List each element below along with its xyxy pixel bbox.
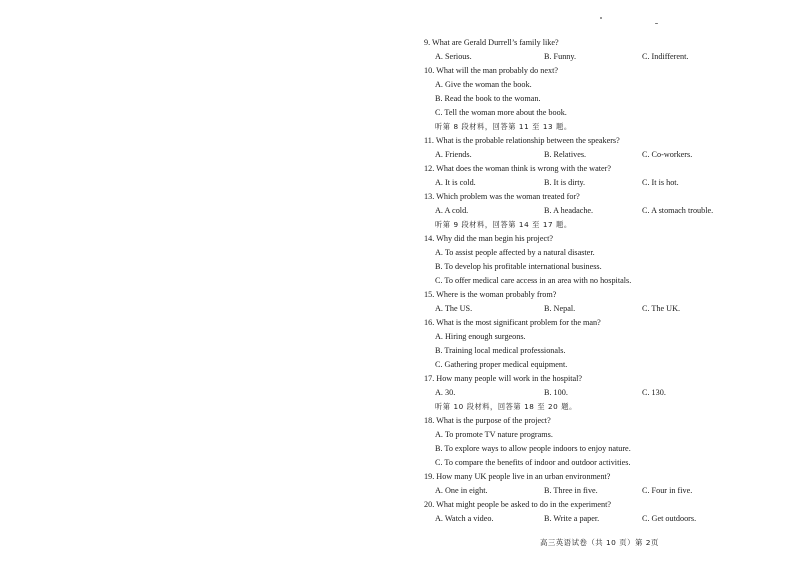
question-text: 10. What will the man probably do next? [424, 66, 559, 75]
option-c: C. Four in five. [642, 486, 693, 495]
option-a: A. Serious. [435, 52, 472, 61]
option-b: B. It is dirty. [544, 178, 586, 187]
option-text: A. To promote TV nature programs. [435, 430, 553, 439]
option-a: A. Friends. [435, 150, 472, 159]
section-instruction: 听第 8 段材料，回答第 11 至 13 题。 [435, 122, 572, 131]
question-text: 18. What is the purpose of the project? [424, 416, 551, 425]
page-footer: 高三英语试卷（共 10 页）第 2页 [540, 538, 659, 547]
options-row [424, 50, 794, 64]
option-text: A. To assist people affected by a natural disaster. [435, 248, 595, 257]
option-text: B. To develop his profitable international business. [435, 262, 602, 271]
options-row [424, 484, 794, 498]
question-text: 20. What might people be asked to do in the experiment? [424, 500, 611, 509]
option-c: C. Indifferent. [642, 52, 689, 61]
option-c: C. It is hot. [642, 178, 679, 187]
option-text: B. Training local medical professionals. [435, 346, 566, 355]
option-text: C. Tell the woman more about the book. [435, 108, 567, 117]
option-text: C. To compare the benefits of indoor and outdoor activities. [435, 458, 631, 467]
option-b: B. Relatives. [544, 150, 587, 159]
section-instruction: 听第 9 段材料，回答第 14 至 17 题。 [435, 220, 572, 229]
option-text: B. To explore ways to allow people indoors to enjoy nature. [435, 444, 631, 453]
option-b: B. Write a paper. [544, 514, 600, 523]
option-a: A. Watch a video. [435, 514, 494, 523]
options-row [424, 386, 794, 400]
option-a: A. It is cold. [435, 178, 476, 187]
question-text: 11. What is the probable relationship between the speakers? [424, 136, 620, 145]
options-row [424, 148, 794, 162]
question-text: 13. Which problem was the woman treated for? [424, 192, 580, 201]
scan-speck [655, 23, 658, 24]
options-row [424, 204, 794, 218]
question-list [424, 36, 794, 526]
option-a: A. One in eight. [435, 486, 488, 495]
option-text: A. Hiring enough surgeons. [435, 332, 526, 341]
question-text: 12. What does the woman think is wrong with the water? [424, 164, 611, 173]
question-text: 19. How many UK people live in an urban environment? [424, 472, 611, 481]
options-row [424, 176, 794, 190]
option-text: A. Give the woman the book. [435, 80, 532, 89]
question-text: 9. What are Gerald Durrell’s family like? [424, 38, 559, 47]
option-a: A. 30. [435, 388, 456, 397]
question-text: 15. Where is the woman probably from? [424, 290, 557, 299]
section-instruction: 听第 10 段材料，回答第 18 至 20 题。 [435, 402, 577, 411]
option-c: C. Get outdoors. [642, 514, 697, 523]
option-b: B. A headache. [544, 206, 594, 215]
question-text: 17. How many people will work in the hospital? [424, 374, 583, 383]
option-b: B. Nepal. [544, 304, 576, 313]
option-text: C. Gathering proper medical equipment. [435, 360, 568, 369]
option-text: C. To offer medical care access in an area with no hospitals. [435, 276, 632, 285]
scan-speck [600, 17, 602, 19]
option-c: C. Co-workers. [642, 150, 693, 159]
question-text: 16. What is the most significant problem for the man? [424, 318, 601, 327]
option-c: C. 130. [642, 388, 666, 397]
option-text: B. Read the book to the woman. [435, 94, 541, 103]
option-b: B. Funny. [544, 52, 576, 61]
options-row [424, 302, 794, 316]
option-c: C. The UK. [642, 304, 681, 313]
option-a: A. A cold. [435, 206, 469, 215]
question-text: 14. Why did the man begin his project? [424, 234, 554, 243]
option-b: B. 100. [544, 388, 568, 397]
option-c: C. A stomach trouble. [642, 206, 714, 215]
option-b: B. Three in five. [544, 486, 598, 495]
options-row [424, 512, 794, 526]
option-a: A. The US. [435, 304, 473, 313]
